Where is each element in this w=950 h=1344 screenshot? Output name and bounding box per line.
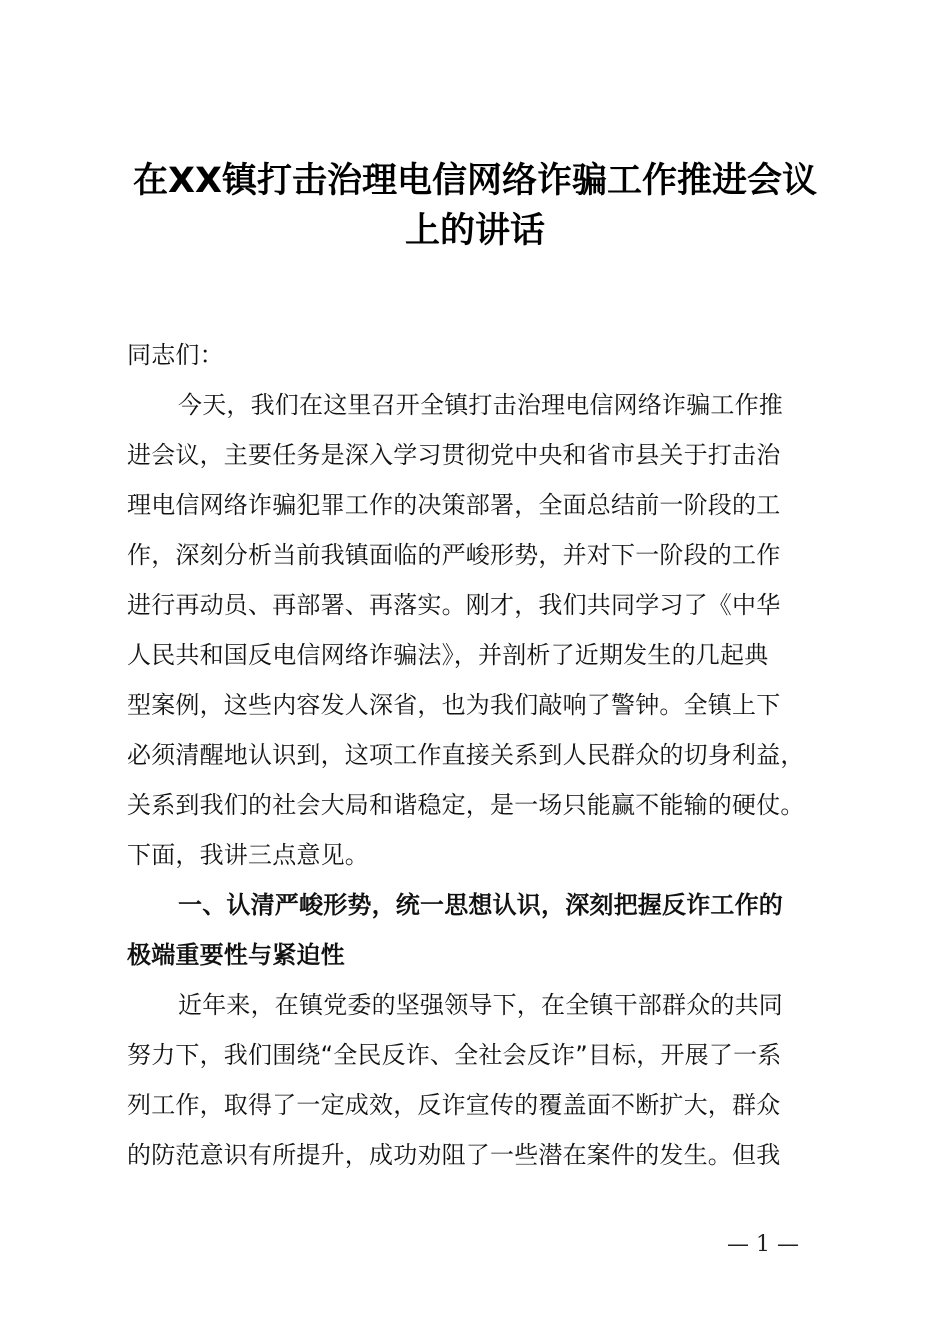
paragraph-2-line: 近年来，在镇党委的坚强领导下，在全镇干部群众的共同 [178, 991, 783, 1019]
paragraph-2-line: 列工作，取得了一定成效，反诈宣传的覆盖面不断扩大，群众 [127, 1091, 781, 1119]
paragraph-1-line: 必须清醒地认识到，这项工作直接关系到人民群众的切身利益， [127, 741, 805, 769]
salutation: 同志们： [127, 341, 224, 369]
paragraph-1-line: 人民共和国反电信网络诈骗法》，并剖析了近期发生的几起典 [127, 641, 769, 669]
paragraph-1-line: 今天，我们在这里召开全镇打击治理电信网络诈骗工作推 [178, 391, 783, 419]
paragraph-1-line: 理电信网络诈骗犯罪工作的决策部署，全面总结前一阶段的工 [127, 491, 781, 519]
paragraph-1-line: 关系到我们的社会大局和谐稳定，是一场只能赢不能输的硬仗。 [127, 791, 805, 819]
document-title-line-2: 上的讲话 [404, 211, 545, 251]
section-heading-1-line-1: 一、认清严峻形势，统一思想认识，深刻把握反诈工作的 [178, 891, 783, 919]
paragraph-1-line: 进会议，主要任务是深入学习贯彻党中央和省市县关于打击治 [127, 441, 781, 469]
paragraph-2-line: 努力下，我们围绕“全民反诈、全社会反诈”目标，开展了一系 [127, 1041, 782, 1069]
paragraph-2-line: 的防范意识有所提升，成功劝阻了一些潜在案件的发生。但我 [127, 1141, 781, 1169]
page-number: — 1 — [727, 1232, 799, 1257]
paragraph-1-line: 型案例，这些内容发人深省，也为我们敲响了警钟。全镇上下 [127, 691, 781, 719]
paragraph-1-line: 下面，我讲三点意见。 [127, 841, 369, 869]
document-title-line-1: 在XX镇打击治理电信网络诈骗工作推进会议 [133, 161, 817, 201]
section-heading-1-line-2: 极端重要性与紧迫性 [127, 941, 345, 969]
paragraph-1-line: 进行再动员、再部署、再落实。刚才，我们共同学习了《中华 [127, 591, 781, 619]
paragraph-1-line: 作，深刻分析当前我镇面临的严峻形势，并对下一阶段的工作 [127, 541, 781, 569]
